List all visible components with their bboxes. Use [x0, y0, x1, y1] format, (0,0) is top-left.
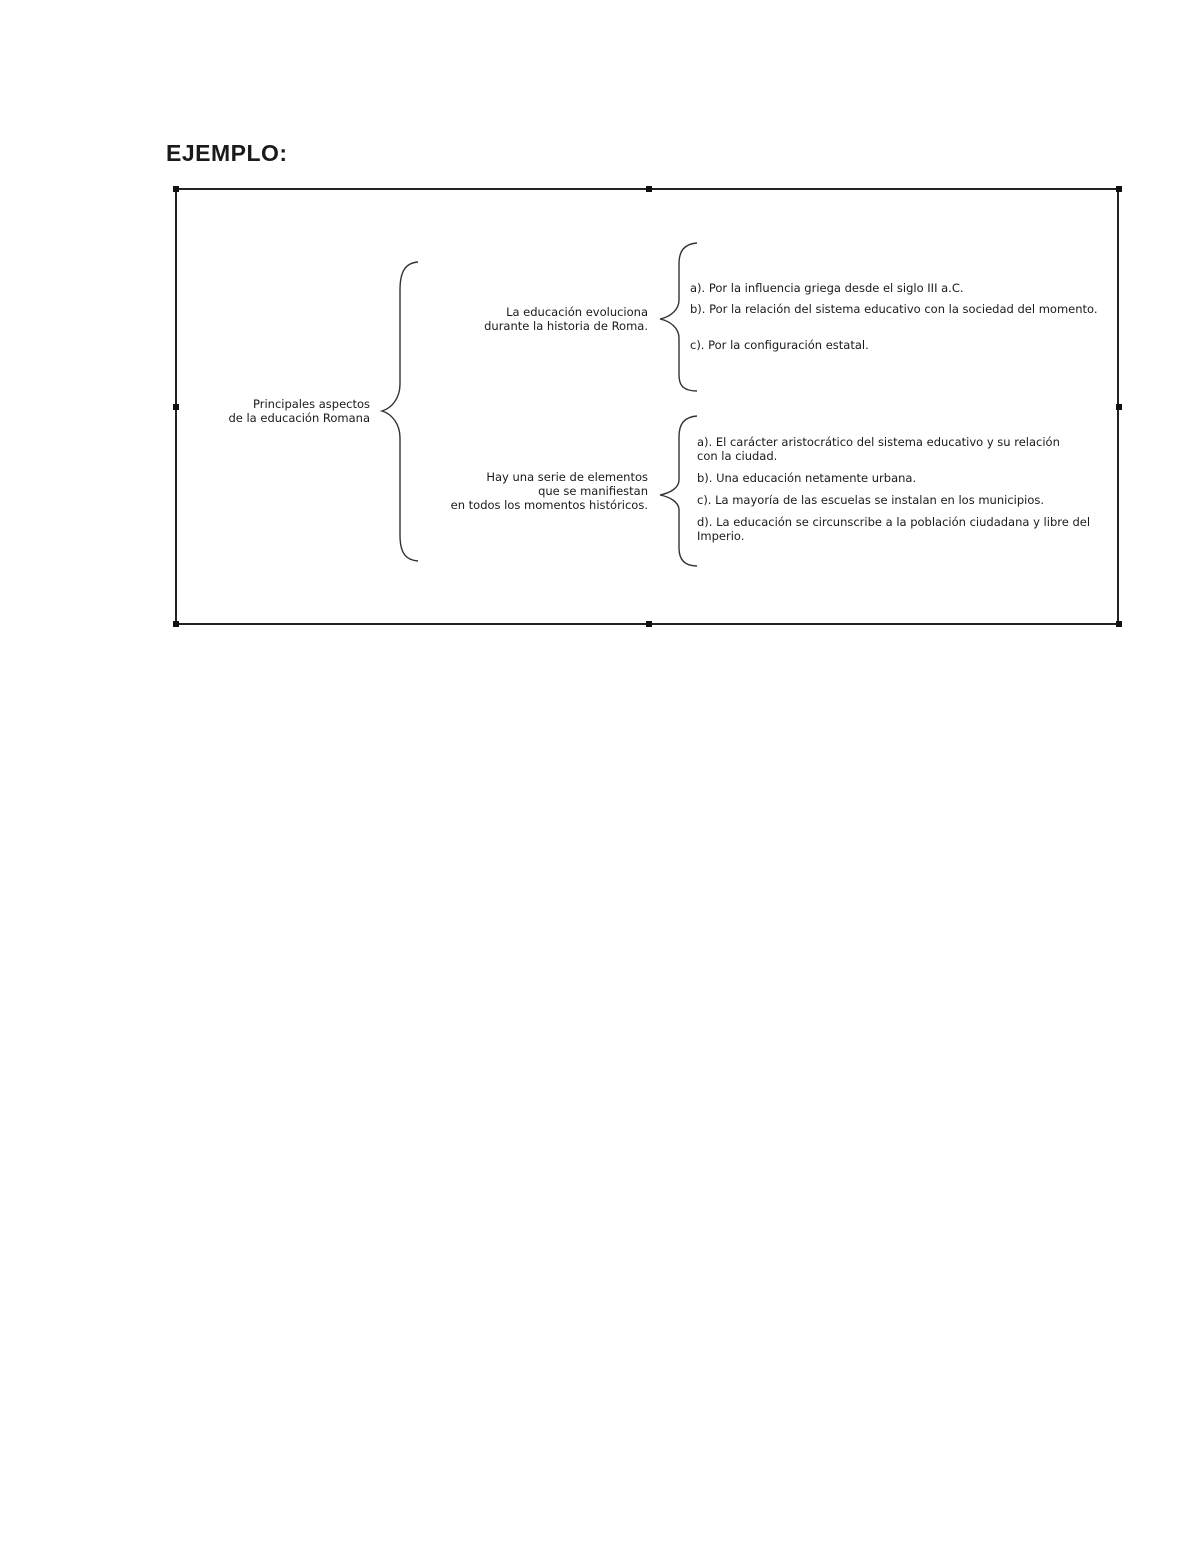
branch-2-item-a: a). El carácter aristocrático del sistema educativo y su relación con la ciudad. [697, 435, 1060, 463]
root-label: Principales aspectos de la educación Romana [228, 397, 370, 425]
branch-1-item-b: b). Por la relación del sistema educativo con la sociedad del momento. [690, 302, 1098, 316]
branch-2-label: Hay una serie de elementos que se manifiestan en todos los momentos históricos. [450, 470, 648, 512]
root-brace [382, 262, 418, 561]
branch-1-item-a: a). Por la influencia griega desde el siglo III a.C. [690, 281, 964, 295]
branch-1-brace [660, 243, 697, 391]
branch-2-brace [660, 416, 697, 566]
page-heading: EJEMPLO: [166, 140, 288, 166]
branch-2-item-d: d). La educación se circunscribe a la población ciudadana y libre del Imperio. [697, 515, 1091, 543]
branch-2-item-b: b). Una educación netamente urbana. [697, 471, 917, 485]
branch-2-item-c: c). La mayoría de las escuelas se instalan en los municipios. [697, 493, 1045, 507]
branch-1-label: La educación evoluciona durante la historia de Roma. [484, 305, 648, 333]
branch-1-item-c: c). Por la configuración estatal. [690, 338, 869, 352]
